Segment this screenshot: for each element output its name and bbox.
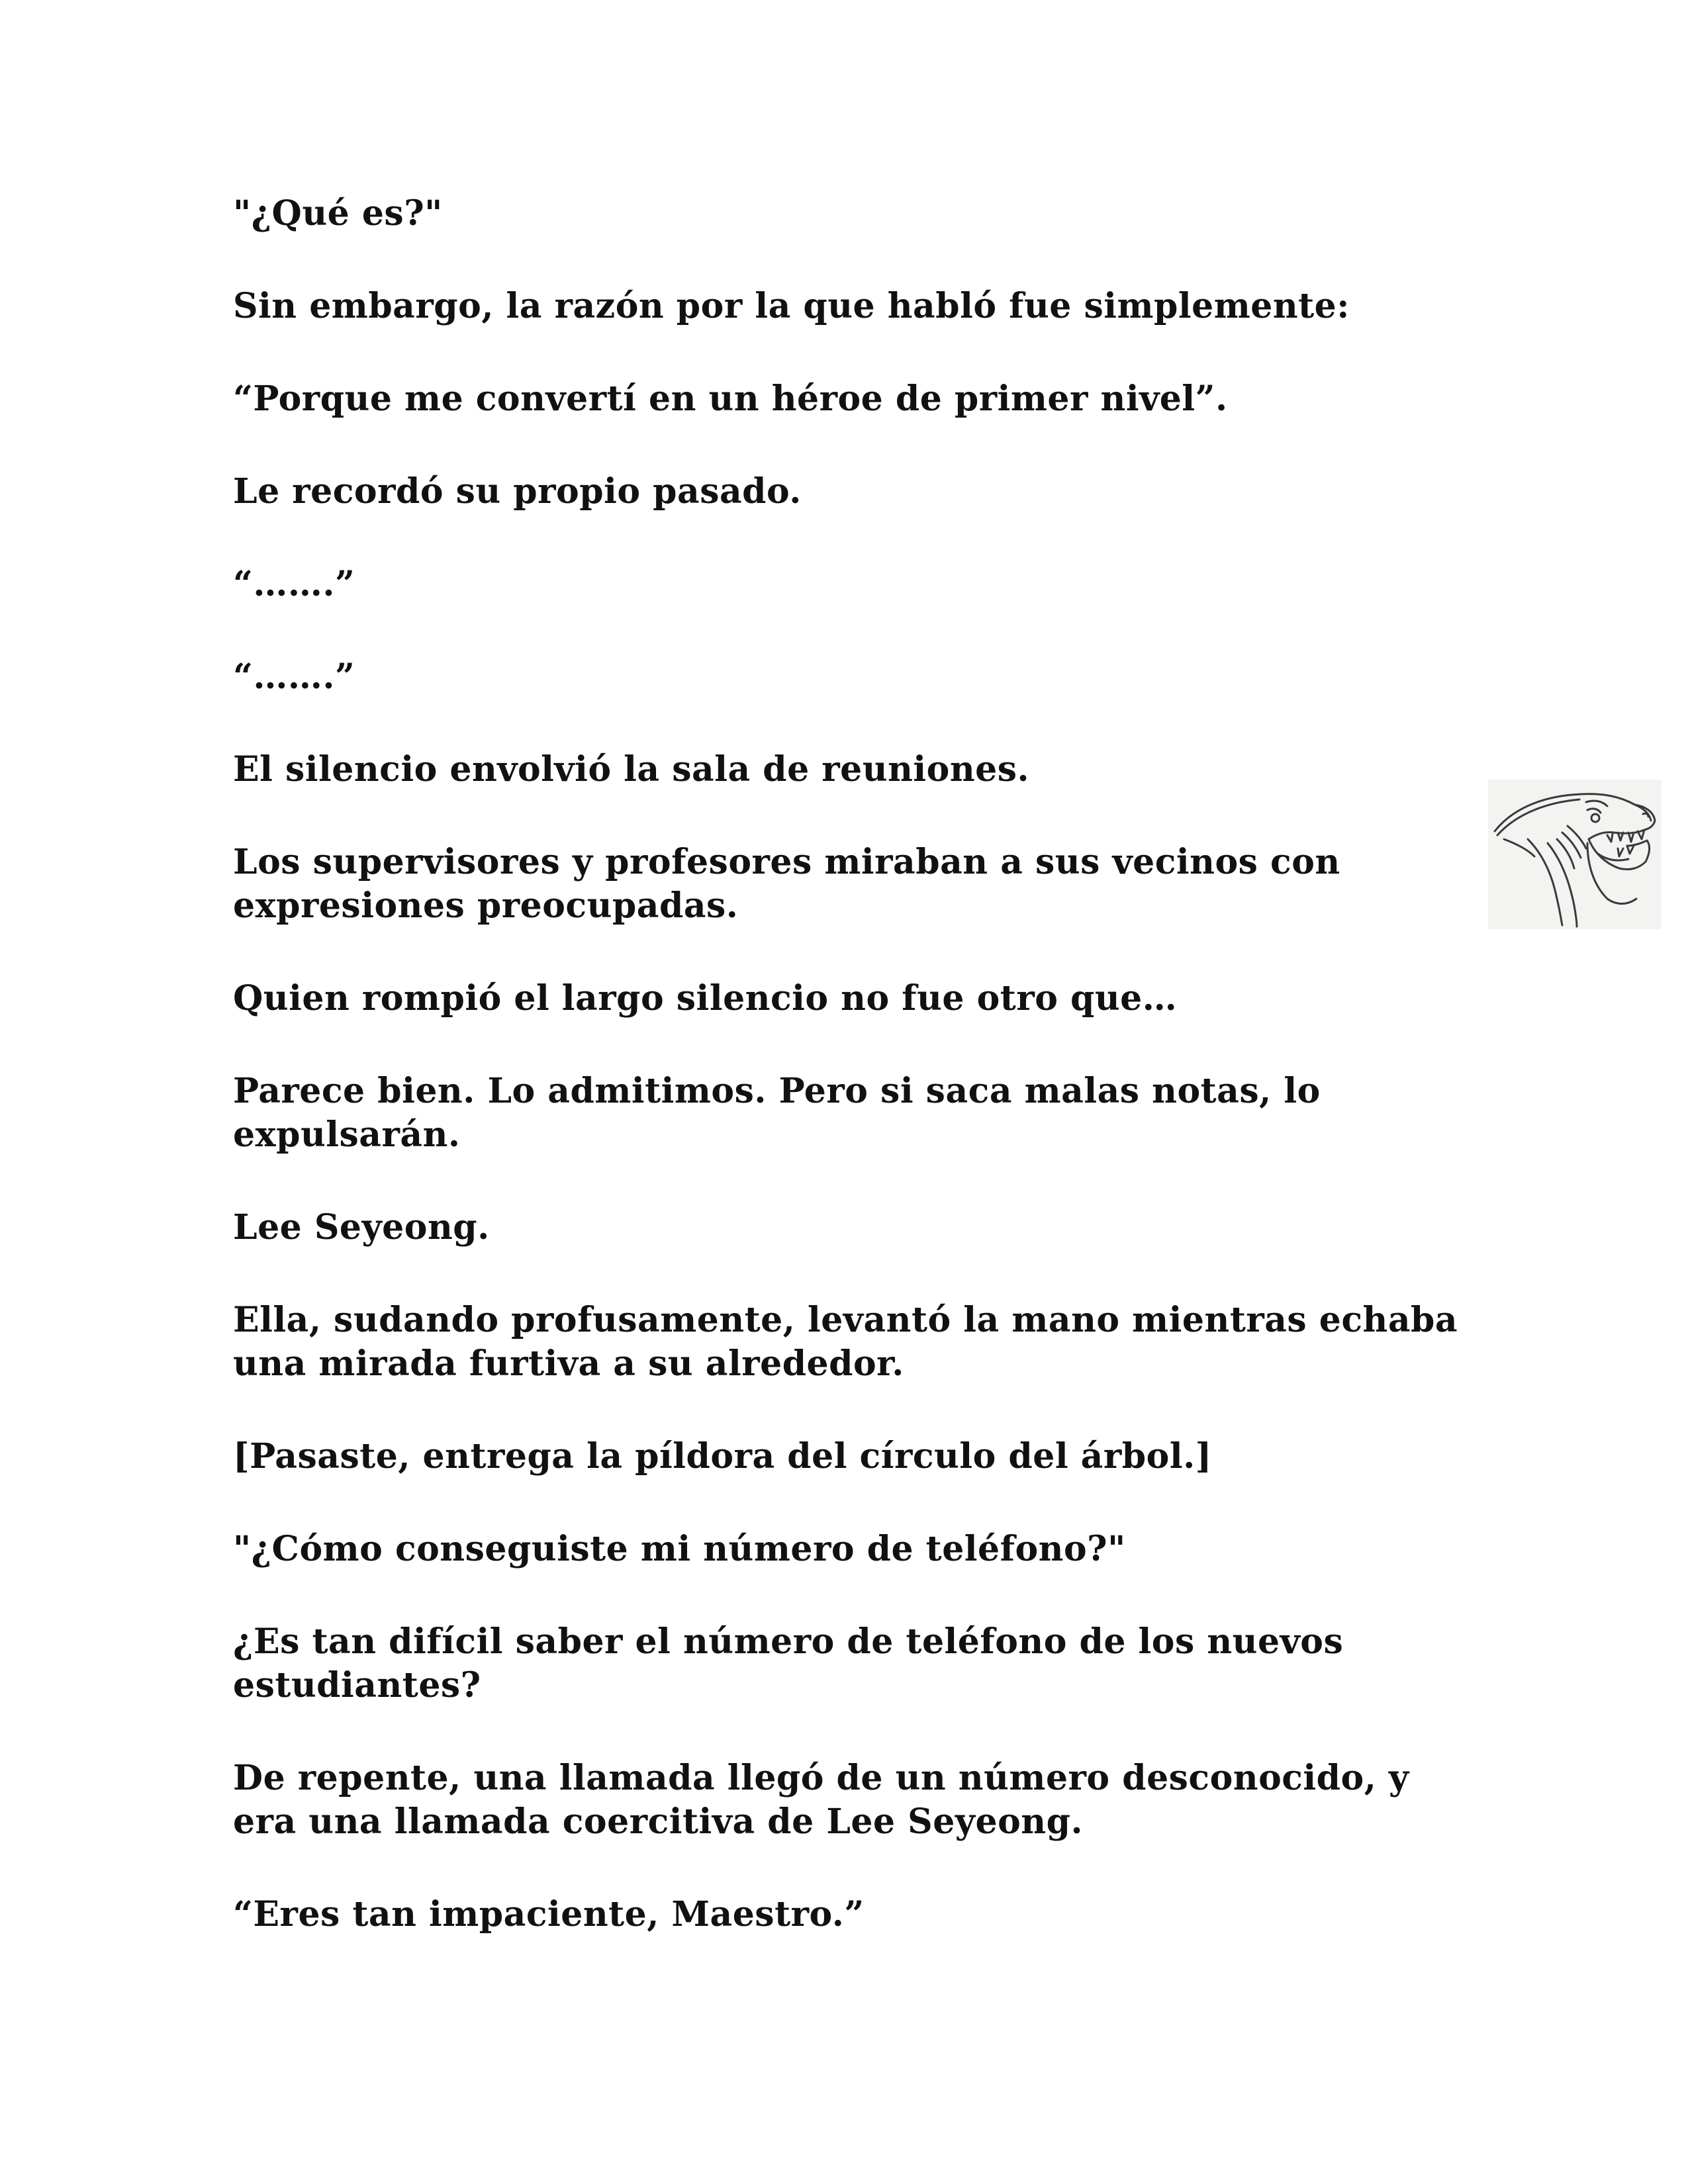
paragraph: Los supervisores y profesores miraban a sus vecinos con expresiones preocupadas. xyxy=(233,842,1353,926)
body-text xyxy=(233,192,1477,1985)
paragraph: “…….” xyxy=(233,564,355,604)
dinosaur-head-sketch-icon xyxy=(1488,780,1662,929)
paragraph: Lee Seyeong. xyxy=(233,1207,490,1248)
paragraph: Le recordó su propio pasado. xyxy=(233,471,802,512)
paragraph: "¿Qué es?" xyxy=(233,193,443,234)
paragraph: Quien rompió el largo silencio no fue otro que… xyxy=(233,978,1178,1019)
paragraph: Ella, sudando profusamente, levantó la mano mientras echaba una mirada furtiva a su alrededor. xyxy=(233,1300,1470,1384)
paragraph: De repente, una llamada llegó de un número desconocido, y era una llamada coercitiva de Lee Seyeong. xyxy=(233,1758,1422,1842)
paragraph: “Eres tan impaciente, Maestro.” xyxy=(233,1894,865,1934)
paragraph: “Porque me convertí en un héroe de primer nivel”. xyxy=(233,379,1228,419)
paragraph: [Pasaste, entrega la píldora del círculo del árbol.] xyxy=(233,1436,1212,1477)
paragraph: "¿Cómo conseguiste mi número de teléfono?" xyxy=(233,1529,1126,1569)
paragraph: Sin embargo, la razón por la que habló fue simplemente: xyxy=(233,286,1350,326)
paragraph: Parece bien. Lo admitimos. Pero si saca malas notas, lo expulsarán. xyxy=(233,1071,1333,1155)
paragraph: “…….” xyxy=(233,657,355,697)
paragraph: El silencio envolvió la sala de reuniones. xyxy=(233,749,1030,790)
paragraph: ¿Es tan difícil saber el número de teléfono de los nuevos estudiantes? xyxy=(233,1621,1356,1706)
